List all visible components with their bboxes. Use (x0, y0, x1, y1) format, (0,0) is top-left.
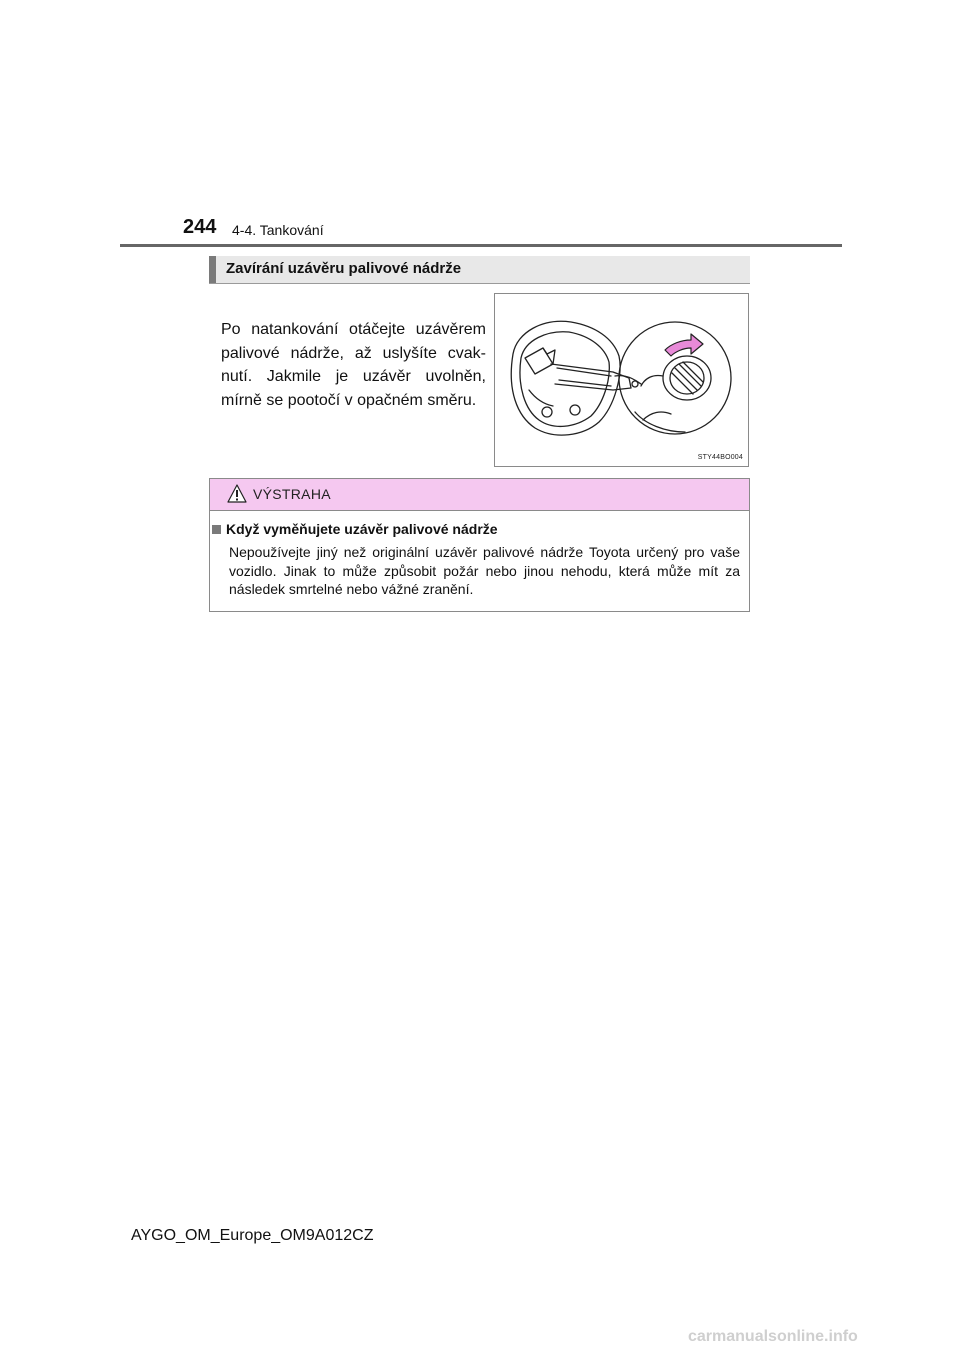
instruction-text: Po natankování otáčejte uzávěrem palivové nádrže, až uslyšíte cvak-nutí. Jakmile je uzávěr uvolněn, mírně se pootočí v opačném směru. (221, 321, 486, 409)
watermark: carmanualsonline.info (688, 1328, 858, 1345)
warning-item-text: Nepoužívejte jiný než originální uzávěr palivové nádrže Toyota určený pro vaše vozidlo. Jinak to může způsobit požár nebo jinou nehodu, která může mít za následek smrtelné nebo vážné zranění. (229, 544, 740, 597)
warning-header (210, 479, 749, 511)
subheading-title: Zavírání uzávěru palivové nádrže (226, 260, 462, 277)
warning-item-heading (212, 521, 498, 537)
subheading-bar (209, 256, 750, 284)
warning-title: VÝSTRAHA (253, 486, 331, 502)
fuel-door-drawing (495, 294, 748, 466)
fuel-cap-illustration (494, 293, 749, 467)
warning-item-heading-text: Když vyměňujete uzávěr palivové nádrže (226, 521, 498, 537)
page-number: 244 (183, 216, 217, 238)
warning-box (209, 478, 750, 612)
bullet-square-icon (212, 525, 221, 534)
header-rule (120, 244, 842, 247)
warning-triangle-icon (227, 484, 247, 503)
subheading-accent (209, 256, 216, 283)
document-footer: AYGO_OM_Europe_OM9A012CZ (131, 1227, 374, 1244)
figure-code: STY44BO004 (697, 454, 743, 461)
section-title: 4-4. Tankování (232, 222, 324, 238)
rotate-arrow-icon (665, 334, 703, 356)
